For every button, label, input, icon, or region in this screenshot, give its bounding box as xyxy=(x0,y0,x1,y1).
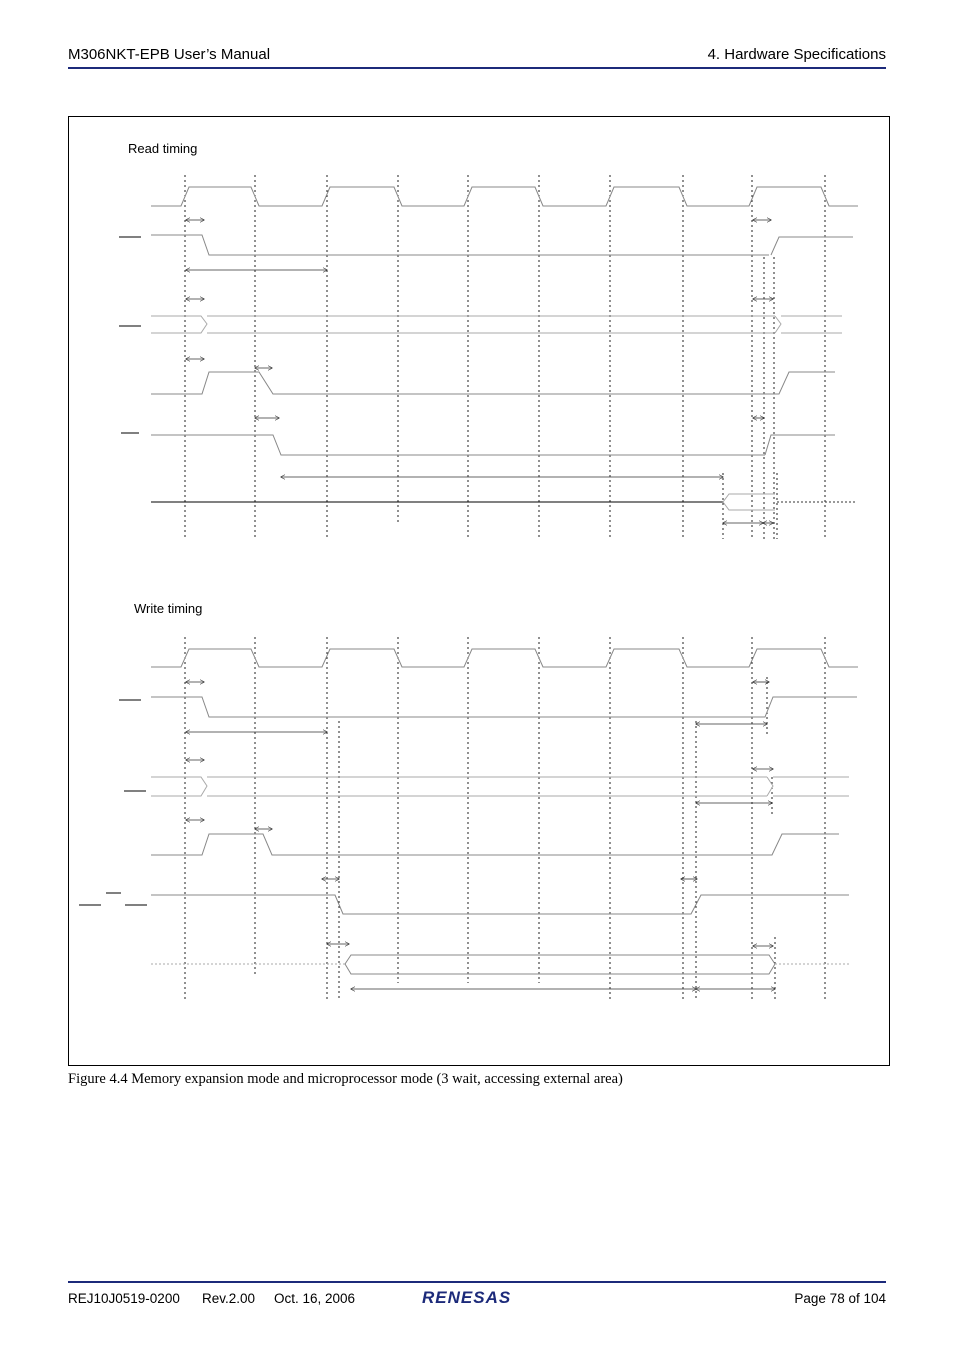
footer-date: Oct. 16, 2006 xyxy=(274,1291,356,1306)
figure-caption: Figure 4.4 Memory expansion mode and microprocessor mode (3 wait, accessing external area) xyxy=(68,1071,623,1087)
header-section: 4. Hardware Specifications xyxy=(707,46,886,63)
renesas-logo: RENESAS xyxy=(422,1288,512,1307)
write-data-valid xyxy=(345,955,775,974)
read-timing-arrows xyxy=(186,220,773,523)
write-signal-3 xyxy=(151,834,839,855)
write-timing-label: Write timing xyxy=(134,601,203,616)
read-signal-4 xyxy=(151,435,765,455)
footer-doc-number: REJ10J0519-0200 xyxy=(68,1291,180,1306)
read-signal-3 xyxy=(151,372,835,394)
write-clock-gridlines xyxy=(185,637,825,999)
write-signal-4 xyxy=(151,895,849,914)
write-signal-2 xyxy=(151,777,849,796)
read-clock-gridlines xyxy=(185,175,825,539)
header-rule xyxy=(68,67,886,69)
read-signal-1-return xyxy=(771,237,853,255)
timing-diagram xyxy=(69,117,889,1065)
footer-rule xyxy=(68,1281,886,1283)
read-signal-1 xyxy=(151,235,769,255)
write-aux-gridlines xyxy=(339,677,775,999)
read-data-valid xyxy=(723,494,775,510)
timing-figure xyxy=(68,116,890,1066)
read-timing-label: Read timing xyxy=(128,141,198,156)
header-title: M306NKT-EPB User’s Manual xyxy=(68,46,271,63)
write-signal-1 xyxy=(151,697,857,717)
write-timing-arrows xyxy=(186,682,775,989)
footer-page-number: Page 78 of 104 xyxy=(794,1291,886,1306)
footer-revision: Rev.2.00 xyxy=(202,1291,256,1306)
